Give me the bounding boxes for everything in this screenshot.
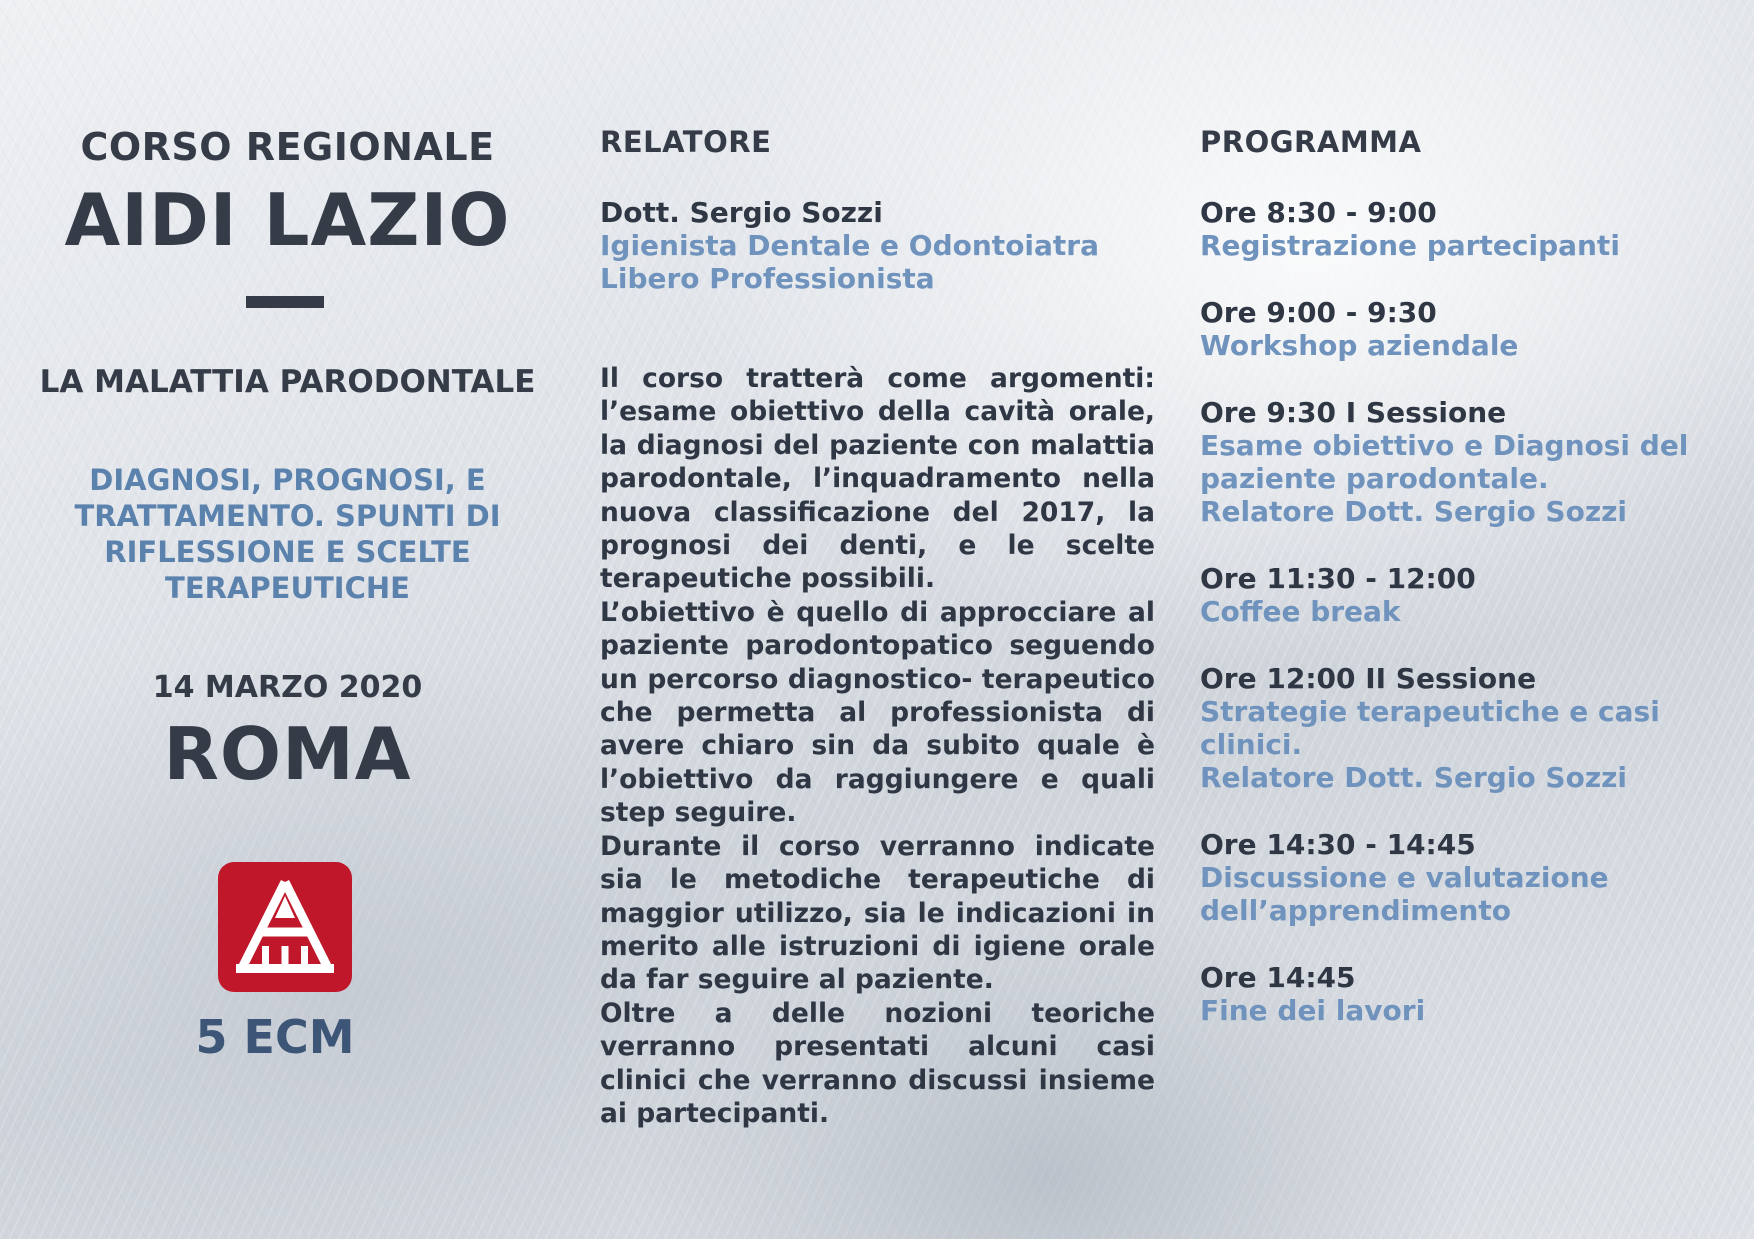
schedule-time: Ore 9:30 I Sessione: [1200, 396, 1507, 429]
course-label: CORSO REGIONALE: [80, 125, 495, 169]
schedule-time: Ore 14:45: [1200, 961, 1356, 994]
schedule-time: Ore 8:30 - 9:00: [1200, 196, 1437, 229]
schedule-item: [1200, 396, 1740, 528]
subtitle-line: DIAGNOSI, PROGNOSI, E: [89, 463, 486, 497]
subtitle-line: RIFLESSIONE E SCELTE: [104, 535, 471, 569]
schedule-time: Ore 9:00 - 9:30: [1200, 296, 1437, 329]
schedule-description: Strategie terapeutiche e casi clinici.: [1200, 695, 1660, 761]
subtitle-line: TRATTAMENTO. SPUNTI DI: [74, 499, 501, 533]
ecm-credits: 5 ECM: [195, 1010, 355, 1064]
schedule-time: Ore 14:30 - 14:45: [1200, 828, 1476, 861]
programma-heading: PROGRAMMA: [1200, 125, 1422, 159]
course-title: AIDI LAZIO: [64, 178, 511, 262]
schedule-item: [1200, 828, 1740, 927]
schedule-description: Relatore Dott. Sergio Sozzi: [1200, 761, 1628, 794]
schedule-description: Fine dei lavori: [1200, 994, 1426, 1027]
event-city: ROMA: [163, 712, 412, 796]
schedule-list: [1200, 196, 1740, 1061]
course-subtitle: [60, 462, 515, 606]
schedule-description: Registrazione partecipanti: [1200, 229, 1620, 262]
schedule-description: paziente parodontale.: [1200, 462, 1549, 495]
description-paragraph: L’obiettivo è quello di approcciare al paziente parodontopatico seguendo un percorso diagnostico- terapeutico che permetta al professionista di avere chiaro sin da subito quale è l’obiettivo da raggiungere e quali step seguire.: [600, 596, 1155, 829]
schedule-item: [1200, 662, 1740, 794]
course-description: [600, 362, 1155, 1130]
schedule-description: Esame obiettivo e Diagnosi del: [1200, 429, 1689, 462]
schedule-item: [1200, 961, 1740, 1027]
course-subject: LA MALATTIA PARODONTALE: [39, 364, 536, 400]
speaker-role: Igienista Dentale e Odontoiatra: [600, 229, 1100, 262]
speaker-name: Dott. Sergio Sozzi: [600, 196, 883, 229]
event-date: 14 MARZO 2020: [152, 670, 423, 705]
description-paragraph: Durante il corso verranno indicate sia le metodiche terapeutiche di maggior utilizzo, sia le indicazioni in merito alle istruzioni di igiene orale da far seguire al paziente.: [600, 830, 1155, 996]
aidi-logo-icon: [218, 862, 352, 992]
schedule-item: [1200, 296, 1740, 362]
speaker-role: Libero Professionista: [600, 262, 935, 295]
description-paragraph: Il corso tratterà come argomenti: l’esame obiettivo della cavità orale, la diagnosi del paziente con malattia parodontale, l’inquadramento nella nuova classificazione del 2017, la prognosi dei denti, e le scelte terapeutiche possibili.: [600, 363, 1155, 595]
schedule-time: Ore 11:30 - 12:00: [1200, 562, 1476, 595]
schedule-description: Coffee break: [1200, 595, 1401, 628]
schedule-item: [1200, 196, 1740, 262]
subtitle-line: TERAPEUTICHE: [165, 571, 410, 605]
schedule-description: dell’apprendimento: [1200, 894, 1511, 927]
schedule-description: Relatore Dott. Sergio Sozzi: [1200, 495, 1628, 528]
title-divider: [246, 296, 324, 308]
schedule-description: Workshop aziendale: [1200, 329, 1519, 362]
schedule-time: Ore 12:00 II Sessione: [1200, 662, 1537, 695]
schedule-item: [1200, 562, 1740, 628]
schedule-description: Discussione e valutazione: [1200, 861, 1609, 894]
speaker-block: [600, 196, 1160, 295]
description-paragraph: Oltre a delle nozioni teoriche verranno presentati alcuni casi clinici che verranno discussi insieme ai partecipanti.: [600, 997, 1155, 1129]
relatore-heading: RELATORE: [600, 125, 772, 159]
